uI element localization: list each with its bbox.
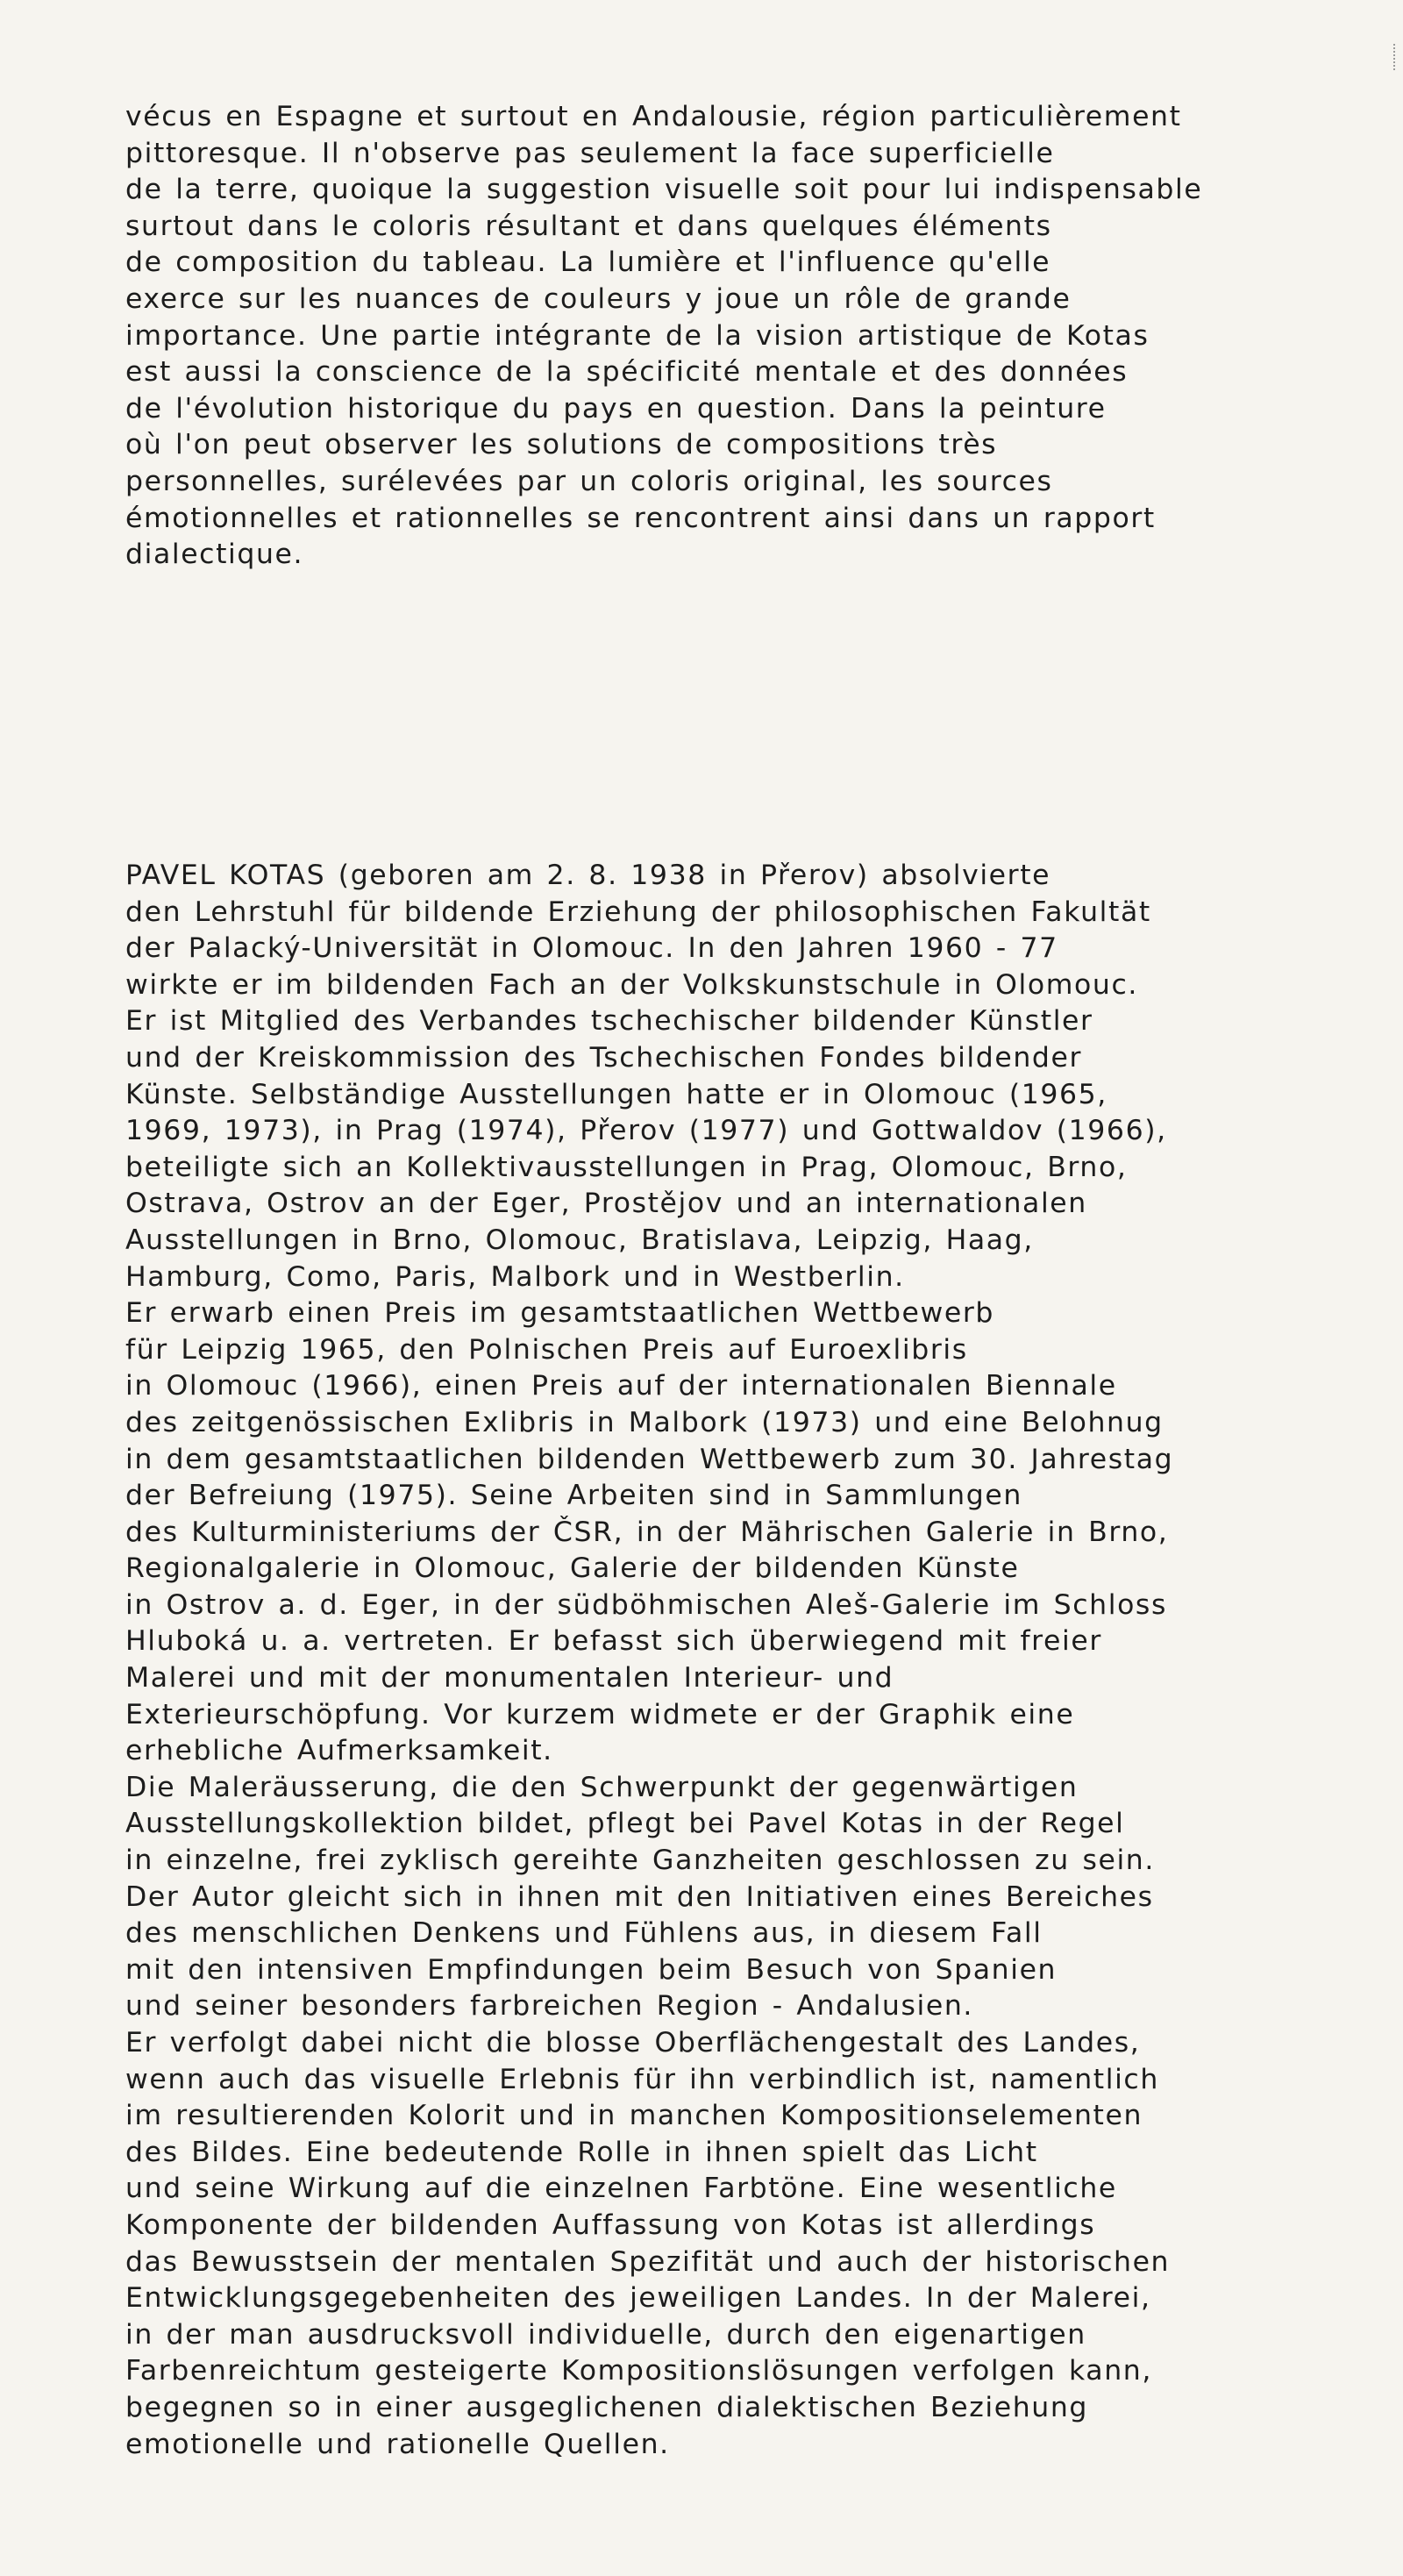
text-line: Hamburg, Como, Paris, Malbork und in Westberlin. xyxy=(125,1260,905,1293)
text-line: Ausstellungskollektion bildet, pflegt bei Pavel Kotas in der Regel xyxy=(125,1808,1125,1840)
text-line: in dem gesamtstaatlichen bildenden Wettbewerb zum 30. Jahrestag xyxy=(125,1443,1174,1475)
text-line: Er erwarb einen Preis im gesamtstaatlichen Wettbewerb xyxy=(125,1297,995,1330)
french-paragraph xyxy=(125,99,1353,574)
text-line: den Lehrstuhl für bildende Erziehung der philosophischen Fakultät xyxy=(125,896,1151,928)
text-line: des Kulturministeriums der ČSR, in der Mährischen Galerie in Brno, xyxy=(125,1516,1169,1548)
text-line: de l'évolution historique du pays en question. Dans la peinture xyxy=(125,392,1107,425)
text-line: in Ostrov a. d. Eger, in der südböhmischen Aleš-Galerie im Schloss xyxy=(125,1588,1167,1621)
text-line: dialectique. xyxy=(125,539,304,571)
text-line: exerce sur les nuances de couleurs y joue un rôle de grande xyxy=(125,282,1072,315)
text-line: des zeitgenössischen Exlibris in Malbork (1973) und eine Belohnug xyxy=(125,1406,1164,1438)
text-line: des Bildes. Eine bedeutende Rolle in ihnen spielt das Licht xyxy=(125,2136,1038,2168)
text-line: und seiner besonders farbreichen Region - Andalusien. xyxy=(125,1990,974,2023)
text-line: Regionalgalerie in Olomouc, Galerie der bildenden Künste xyxy=(125,1552,1020,1585)
text-line: mit den intensiven Empfindungen beim Besuch von Spanien xyxy=(125,1953,1058,1986)
text-line: im resultierenden Kolorit und in manchen Kompositionselementen xyxy=(125,2100,1143,2132)
text-line: für Leipzig 1965, den Polnischen Preis auf Euroexlibris xyxy=(125,1333,968,1366)
text-line: de la terre, quoique la suggestion visuelle soit pour lui indispensable xyxy=(125,174,1203,206)
text-line: in der man ausdrucksvoll individuelle, durch den eigenartigen xyxy=(125,2318,1086,2351)
text-line: Malerei und mit der monumentalen Interieur- und xyxy=(125,1662,894,1695)
text-line: Er verfolgt dabei nicht die blosse Oberflächengestalt des Landes, xyxy=(125,2027,1141,2059)
text-line: où l'on peut observer les solutions de compositions très xyxy=(125,429,998,461)
text-line: begegnen so in einer ausgeglichenen dialektischen Beziehung xyxy=(125,2391,1088,2423)
text-line: das Bewusstsein der mentalen Spezifität und auch der historischen xyxy=(125,2245,1171,2278)
text-line: vécus en Espagne et surtout en Andalousie, région particulièrement xyxy=(125,101,1182,132)
text-line: emotionelle und rationelle Quellen. xyxy=(125,2428,670,2460)
page-edge-mark xyxy=(1393,44,1398,70)
text-line: Er ist Mitglied des Verbandes tschechischer bildender Künstler xyxy=(125,1005,1093,1038)
text-line: der Befreiung (1975). Seine Arbeiten sind in Sammlungen xyxy=(125,1480,1022,1512)
text-line: beteiligte sich an Kollektivausstellungen in Prag, Olomouc, Brno, xyxy=(125,1151,1128,1183)
text-line: Entwicklungsgegebenheiten des jeweiligen Landes. In der Malerei, xyxy=(125,2282,1151,2315)
text-line: Farbenreichtum gesteigerte Kompositionslösungen verfolgen kann, xyxy=(125,2355,1152,2387)
text-line: des menschlichen Denkens und Fühlens aus, in diesem Fall xyxy=(125,1917,1043,1950)
text-line: erhebliche Aufmerksamkeit. xyxy=(125,1735,553,1767)
text-line: und der Kreiskommission des Tschechischen Fondes bildender xyxy=(125,1041,1083,1074)
text-line: wirkte er im bildenden Fach an der Volkskunstschule in Olomouc. xyxy=(125,968,1139,1001)
text-line: Hluboká u. a. vertreten. Er befasst sich überwiegend mit freier xyxy=(125,1625,1102,1658)
text-line: und seine Wirkung auf die einzelnen Farbtöne. Eine wesentliche xyxy=(125,2173,1117,2205)
text-line: in Olomouc (1966), einen Preis auf der internationalen Biennale xyxy=(125,1370,1117,1402)
text-line: personnelles, surélevées par un coloris original, les sources xyxy=(125,465,1053,497)
text-line: wenn auch das visuelle Erlebnis für ihn verbindlich ist, namentlich xyxy=(125,2063,1159,2095)
text-line: Exterieurschöpfung. Vor kurzem widmete er der Graphik eine xyxy=(125,1698,1075,1730)
text-line: Der Autor gleicht sich in ihnen mit den Initiativen eines Bereiches xyxy=(125,1880,1154,1913)
text-line: émotionnelles et rationnelles se rencontrent ainsi dans un rapport xyxy=(125,502,1156,534)
text-line: der Palacký-Universität in Olomouc. In den Jahren 1960 - 77 xyxy=(125,932,1058,965)
text-line: Ausstellungen in Brno, Olomouc, Bratislava, Leipzig, Haag, xyxy=(125,1224,1034,1256)
text-line: importance. Une partie intégrante de la vision artistique de Kotas xyxy=(125,319,1150,352)
text-line: de composition du tableau. La lumière et l'influence qu'elle xyxy=(125,246,1051,279)
text-line: Komponente der bildenden Auffassung von Kotas ist allerdings xyxy=(125,2209,1096,2241)
text-line: pittoresque. Il n'observe pas seulement la face superficielle xyxy=(125,137,1055,169)
text-line: Künste. Selbständige Ausstellungen hatte er in Olomouc (1965, xyxy=(125,1078,1107,1110)
text-line: est aussi la conscience de la spécificité mentale et des données xyxy=(125,356,1129,389)
text-line: 1969, 1973), in Prag (1974), Přerov (1977) und Gottwaldov (1966), xyxy=(125,1115,1167,1147)
text-line: Die Maleräusserung, die den Schwerpunkt der gegenwärtigen xyxy=(125,1771,1079,1803)
text-line: in einzelne, frei zyklisch gereihte Ganzheiten geschlossen zu sein. xyxy=(125,1845,1155,1877)
text-line: PAVEL KOTAS (geboren am 2. 8. 1938 in Přerov) absolvierte xyxy=(125,860,1051,891)
text-line: surtout dans le coloris résultant et dans quelques éléments xyxy=(125,210,1052,242)
german-paragraph xyxy=(125,858,1353,2463)
text-line: Ostrava, Ostrov an der Eger, Prostějov und an internationalen xyxy=(125,1188,1087,1220)
